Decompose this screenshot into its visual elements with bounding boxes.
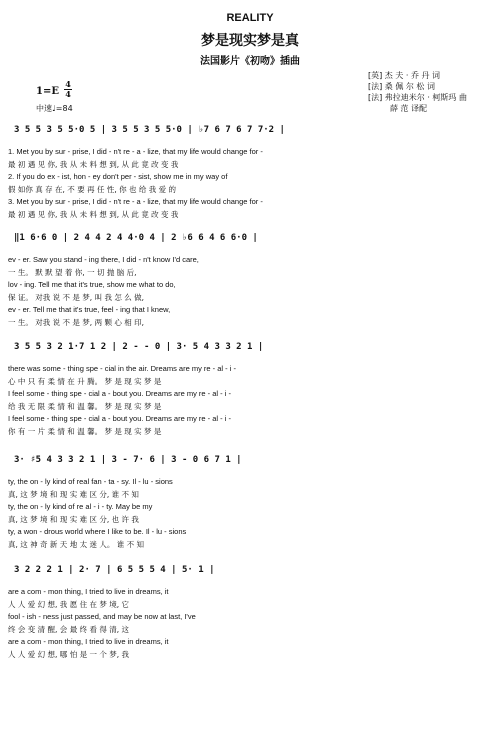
- notation-line: 3 2 2 2 1 | 2· 7 | 6 5 5 5 4 | 5· 1 |: [14, 565, 215, 575]
- lyric-line: ty, the on - ly kind of re al - i - ty. May be my: [8, 502, 153, 511]
- credit-line: [英] 杰 夫 · 乔 丹 词: [368, 71, 441, 80]
- credits-block: [368, 70, 467, 114]
- lyric-line: 3. Met you by sur - prise, I did - n't re - a - lize, that my life would change for -: [8, 197, 263, 206]
- tempo-marking: 中速♩=84: [36, 104, 73, 113]
- lyric-line: 终 会 变 清 醒, 会 最 终 看 得 清, 这: [8, 625, 129, 634]
- lyric-line: ev - er. Tell me that it's true, feel - ing that I knew,: [8, 305, 171, 314]
- time-numerator: 4: [65, 79, 71, 89]
- lyric-line: 真, 这 梦 境 和 现 实 难 区 分, 也 许 我: [8, 515, 139, 524]
- lyric-line: are a com - mon thing, I tried to live in dreams, it: [8, 637, 169, 646]
- lyric-line: 最 初 遇 见 你, 我 从 未 料 想 到, 从 此 竟 改 变 我: [8, 210, 179, 219]
- time-signature: [64, 80, 72, 99]
- lyric-line: 你 有 一 片 柔 情 和 温 馨。 梦 是 现 实 梦 是: [8, 427, 162, 436]
- page-title-en: REALITY: [226, 12, 274, 24]
- notation-line: ‖1 6·6 0 | 2 4 4 2 4 4·0 4 | 2 ♭6 6 4 6 6·0 |: [14, 233, 258, 243]
- key-label: 1=E: [36, 86, 59, 97]
- lyric-line: I feel some - thing spe - cial a - bout you. Dreams are my re - al - i -: [8, 414, 231, 423]
- lyric-line: 保 证。 对我 说 不 是 梦, 叫 我 怎 么 做,: [8, 293, 144, 302]
- lyric-line: ty, a won - drous world where I like to be. Il - lu - sions: [8, 527, 187, 536]
- page-subtitle: 法国影片《初吻》插曲: [200, 56, 300, 67]
- lyric-line: 1. Met you by sur - prise, I did - n't re - a - lize, that my life would change for -: [8, 147, 263, 156]
- lyric-line: 2. If you do ex - ist, hon - ey don't per - sist, show me in my way of: [8, 172, 228, 181]
- lyric-line: 一 生。 对我 说 不 是 梦, 两 颗 心 相 印,: [8, 318, 144, 327]
- lyric-line: 人 人 爱 幻 想, 哪 怕 是 一 个 梦, 我: [8, 650, 129, 659]
- notation-line: 3 5 5 3 2 1·7 1 2 | 2 - - 0 | 3· 5 4 3 3 2 1 |: [14, 342, 264, 352]
- lyric-line: fool - ish - ness just passed, and may be now at last, I've: [8, 612, 196, 621]
- notation-line: 3· ♯5 4 3 3 2 1 | 3 - 7· 6 | 3 - 0 6 7 1 |: [14, 455, 242, 465]
- lyric-line: 假 如你 真 存 在, 不 要 再 任 性, 你 也 给 我 爱 的: [8, 185, 177, 194]
- time-denominator: 4: [65, 89, 71, 99]
- credit-line: 薛 范 译配: [390, 104, 428, 113]
- lyric-line: there was some - thing spe - cial in the air. Dreams are my re - al - i -: [8, 364, 236, 373]
- lyric-line: ev - er. Saw you stand - ing there, I did - n't know I'd care,: [8, 255, 199, 264]
- lyric-line: I feel some - thing spe - cial a - bout you. Dreams are my re - al - i -: [8, 389, 231, 398]
- credit-line: [法] 桑 佩 尔 松 词: [368, 82, 435, 91]
- lyric-line: 真, 这 梦 境 和 现 实 难 区 分, 谁 不 知: [8, 490, 139, 499]
- lyric-line: 心 中 只 有 柔 情 在 升 腾。 梦 是 现 实 梦 是: [8, 377, 162, 386]
- page-title-cn: 梦是现实梦是真: [201, 33, 299, 49]
- notation-line: 3 5 5 3 5 5·0 5 | 3 5 5 3 5 5·0 | ♭7 6 7 6 7 7·2 |: [14, 125, 285, 135]
- lyric-line: 人 人 爱 幻 想, 我 愿 住 在 梦 境, 它: [8, 600, 129, 609]
- lyric-line: 一 生。 默 默 望 着 你, 一 切 抛 脑 后,: [8, 268, 137, 277]
- key-signature: [36, 86, 59, 97]
- lyric-line: lov - ing. Tell me that it's true, show me what to do,: [8, 280, 176, 289]
- lyric-line: ty, the on - ly kind of real fan - ta - sy. Il - lu - sions: [8, 477, 173, 486]
- lyric-line: 最 初 遇 见 你, 我 从 未 料 想 到, 从 此 竟 改 变 我: [8, 160, 179, 169]
- credit-line: [法] 弗拉迪米尔 · 柯斯玛 曲: [368, 93, 467, 102]
- lyric-line: 给 我 无 限 柔 情 和 温 馨。 梦 是 现 实 梦 是: [8, 402, 162, 411]
- lyric-line: are a com - mon thing, I tried to live in dreams, it: [8, 587, 169, 596]
- lyric-line: 真, 这 神 奇 新 天 地 太 迷 人。 谁 不 知: [8, 540, 144, 549]
